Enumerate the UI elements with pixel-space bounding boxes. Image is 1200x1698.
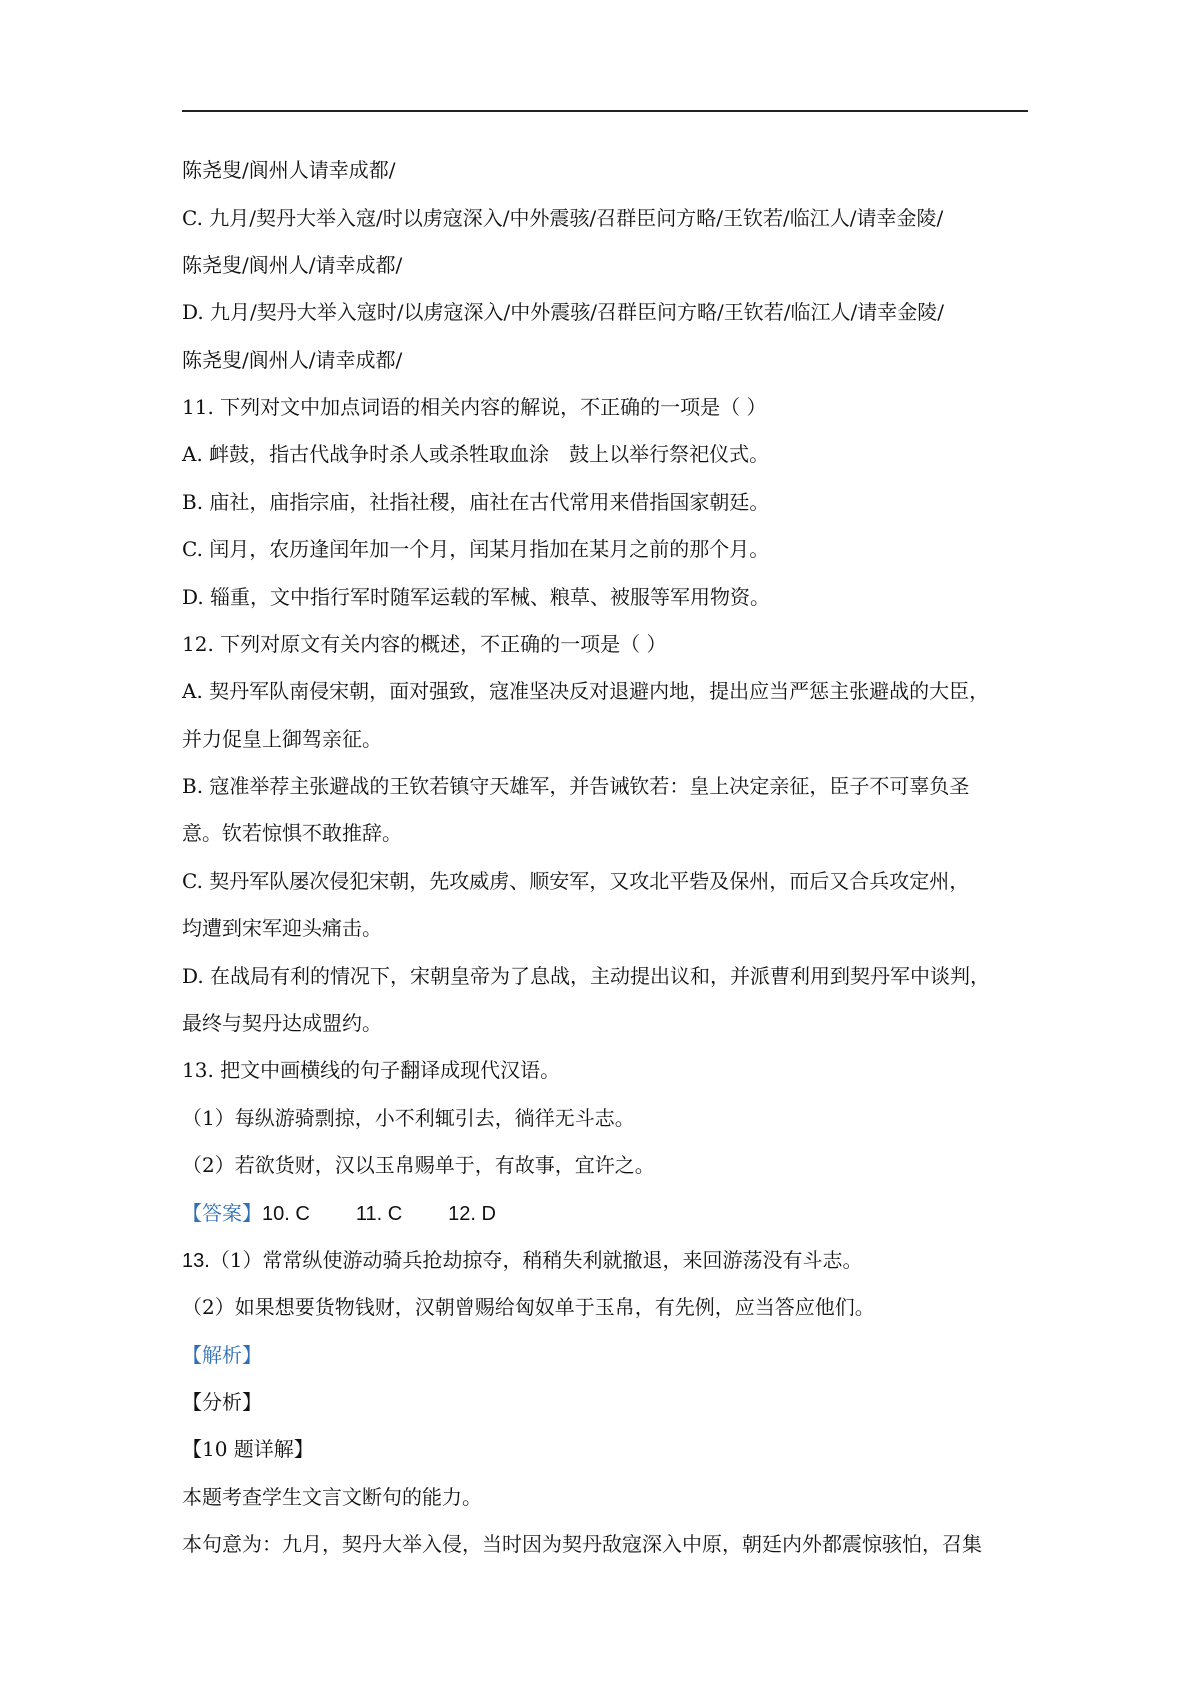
- answer-11: 11. C: [355, 1203, 403, 1225]
- answer-13-number: 13.: [182, 1250, 210, 1272]
- q11-option-b: B. 庙社，庙指宗庙，社指社稷，庙社在古代常用来借指国家朝廷。: [182, 490, 770, 514]
- analysis-label: 【解析】: [182, 1343, 262, 1367]
- answer-13-line-2: （2）如果想要货物钱财，汉朝曾赐给匈奴单于玉帛，有先例，应当答应他们。: [182, 1295, 875, 1319]
- explanation-line: 本题考查学生文言文断句的能力。: [182, 1485, 482, 1509]
- text-line: 陈尧叟/阆州人/请幸成都/: [182, 253, 403, 277]
- answer-10: 10. C: [262, 1203, 310, 1225]
- answer-line: [182, 1199, 1042, 1228]
- q11-option-d: D. 辎重，文中指行军时随军运载的军械、粮草、被服等军用物资。: [182, 585, 771, 609]
- fenxi-heading: 【分析】: [182, 1390, 262, 1414]
- q12-option-b: B. 寇准举荐主张避战的王钦若镇守天雄军，并告诫钦若：皇上决定亲征，臣子不可辜负圣: [182, 774, 970, 798]
- question-13: 13. 把文中画横线的句子翻译成现代汉语。: [182, 1058, 561, 1082]
- question-12: 12. 下列对原文有关内容的概述，不正确的一项是（ ）: [182, 632, 667, 656]
- answer-13-text: （1）常常纵使游动骑兵抢劫掠夺，稍稍失利就撤退，来回游荡没有斗志。: [209, 1248, 863, 1272]
- text-line: 并力促皇上御驾亲征。: [182, 727, 382, 751]
- text-line: 最终与契丹达成盟约。: [182, 1011, 382, 1035]
- q12-option-d: D. 在战局有利的情况下，宋朝皇帝为了息战，主动提出议和，并派曹利用到契丹军中谈判，: [182, 964, 991, 988]
- option-c-line: C. 九月/契丹大举入寇/时以虏寇深入/中外震骇/召群臣问方略/王钦若/临江人/请幸金陵/: [182, 206, 944, 230]
- answer-12: 12. D: [448, 1203, 496, 1225]
- q11-option-c: C. 闰月，农历逢闰年加一个月，闰某月指加在某月之前的那个月。: [182, 537, 770, 561]
- text-line: 陈尧叟/阆州人/请幸成都/: [182, 348, 403, 372]
- explanation-line: 本句意为：九月，契丹大举入侵，当时因为契丹敌寇深入中原，朝廷内外都震惊骇怕，召集: [182, 1532, 982, 1556]
- q10-detail-heading: 【10 题详解】: [182, 1437, 314, 1461]
- text-line: 陈尧叟/阆州人请幸成都/: [182, 158, 396, 182]
- text-line: 均遭到宋军迎头痛击。: [182, 916, 382, 940]
- answer-13-line-1: [182, 1246, 1042, 1275]
- question-11: 11. 下列对文中加点词语的相关内容的解说，不正确的一项是（ ）: [182, 395, 767, 419]
- q13-sentence-1: （1）每纵游骑剽掠，小不利辄引去，徜徉无斗志。: [182, 1106, 635, 1130]
- q12-option-a: A. 契丹军队南侵宋朝，面对强致，寇准坚决反对退避内地，提出应当严惩主张避战的大臣，: [182, 679, 990, 703]
- q11-option-a: A. 衅鼓，指古代战争时杀人或杀牲取血涂 鼓上以举行祭祀仪式。: [182, 442, 770, 466]
- q12-option-c: C. 契丹军队屡次侵犯宋朝，先攻威虏、顺安军，又攻北平砦及保州，而后又合兵攻定州，: [182, 869, 970, 893]
- option-d-line: D. 九月/契丹大举入寇时/以虏寇深入/中外震骇/召群臣问方略/王钦若/临江人/请幸金陵/: [182, 300, 944, 324]
- answer-label: 【答案】: [182, 1201, 262, 1225]
- header-rule: [182, 110, 1028, 112]
- text-line: 意。钦若惊惧不敢推辞。: [182, 821, 402, 845]
- q13-sentence-2: （2）若欲货财，汉以玉帛赐单于，有故事，宜许之。: [182, 1153, 655, 1177]
